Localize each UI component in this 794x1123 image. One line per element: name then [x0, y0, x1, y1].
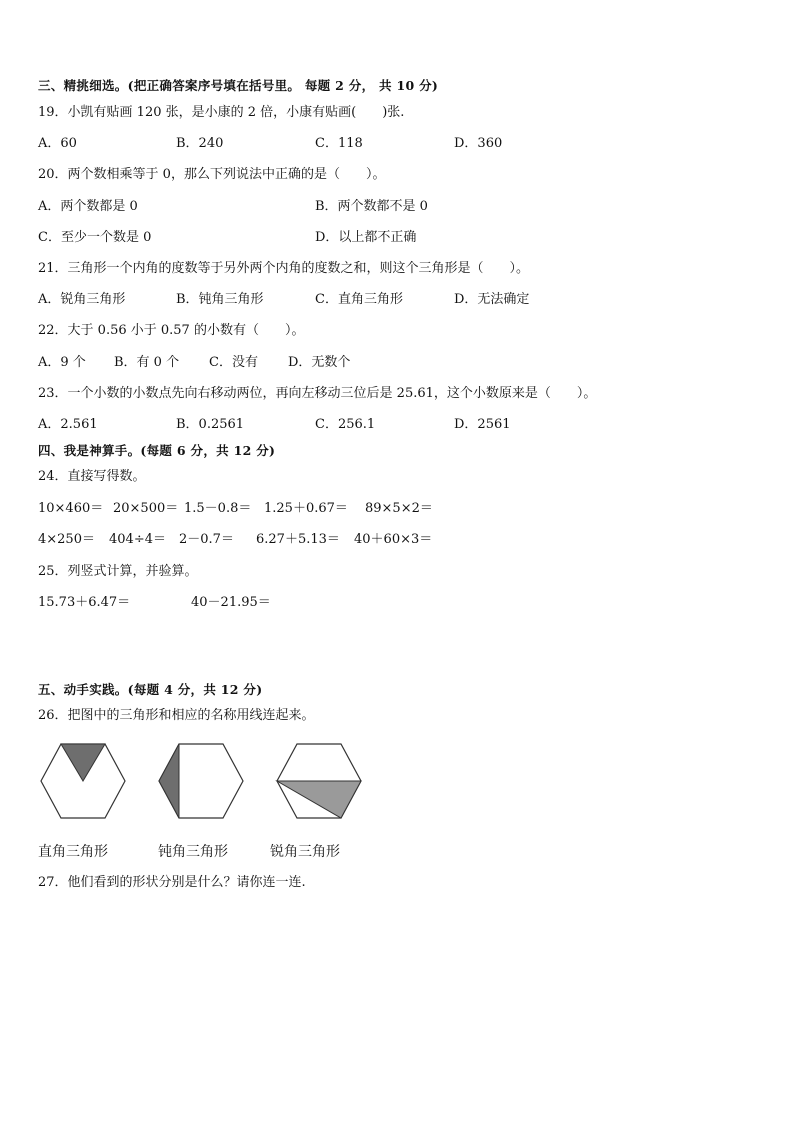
q24-item: 4×250＝: [38, 532, 95, 547]
q22-option-b[interactable]: B．有 0 个: [114, 355, 180, 370]
hexagon-figure-1: [39, 742, 129, 822]
q20-option-d[interactable]: D．以上都不正确: [315, 230, 417, 245]
q21-option-d[interactable]: D．无法确定: [454, 292, 530, 307]
section5-heading: 五、动手实践。(每题 4 分，共 12 分): [38, 682, 263, 697]
section3-heading: 三、精挑细选。(把正确答案序号填在括号里。 每题 2 分， 共 10 分): [38, 78, 439, 93]
q23-option-c[interactable]: C．256.1: [315, 417, 376, 432]
q24-item: 2－0.7＝: [179, 532, 234, 547]
q19-option-d[interactable]: D．360: [454, 136, 503, 151]
q19-option-c[interactable]: C．118: [315, 136, 363, 151]
q23-option-a[interactable]: A．2.561: [38, 417, 98, 432]
q21-option-a[interactable]: A．锐角三角形: [38, 292, 126, 307]
q19-option-a[interactable]: A．60: [38, 136, 77, 151]
label-obtuse-triangle[interactable]: 钝角三角形: [158, 844, 228, 860]
q24-item: 1.5－0.8＝: [184, 501, 252, 516]
q19-option-b[interactable]: B．240: [176, 136, 224, 151]
q24-item: 1.25＋0.67＝: [264, 501, 348, 516]
q23-option-b[interactable]: B．0.2561: [176, 417, 245, 432]
q24-item: 404÷4＝: [109, 532, 166, 547]
q25-item: 15.73＋6.47＝: [38, 595, 131, 610]
q20-option-b[interactable]: B．两个数都不是 0: [315, 199, 428, 214]
hexagon-figure-2: [157, 742, 247, 822]
q23-stem: 23．一个小数的小数点先向右移动两位，再向左移动三位后是 25.61，这个小数原来是（ ）。: [38, 386, 597, 401]
q22-option-c[interactable]: C．没有: [209, 355, 258, 370]
q24-item: 6.27＋5.13＝: [256, 532, 340, 547]
q20-option-c[interactable]: C．至少一个数是 0: [38, 230, 152, 245]
q24-stem: 24．直接写得数。: [38, 469, 146, 484]
q24-item: 20×500＝: [113, 501, 179, 516]
q19-stem: 19．小凯有贴画 120 张，是小康的 2 倍，小康有贴画( )张.: [38, 105, 405, 120]
q24-item: 10×460＝: [38, 501, 104, 516]
label-acute-triangle[interactable]: 锐角三角形: [270, 844, 340, 860]
q22-option-a[interactable]: A．9 个: [38, 355, 86, 370]
q23-option-d[interactable]: D．2561: [454, 417, 511, 432]
q22-stem: 22．大于 0.56 小于 0.57 的小数有（ ）。: [38, 323, 305, 338]
q22-option-d[interactable]: D．无数个: [288, 355, 351, 370]
q20-option-a[interactable]: A．两个数都是 0: [38, 199, 138, 214]
q21-stem: 21．三角形一个内角的度数等于另外两个内角的度数之和，则这个三角形是（ ）。: [38, 261, 530, 276]
q24-item: 40＋60×3＝: [354, 532, 433, 547]
q24-item: 89×5×2＝: [365, 501, 433, 516]
q20-stem: 20．两个数相乘等于 0，那么下列说法中正确的是（ ）。: [38, 167, 386, 182]
shaded-triangle: [159, 744, 179, 818]
hexagon-figure-3: [275, 742, 365, 822]
label-right-triangle[interactable]: 直角三角形: [38, 844, 108, 860]
q26-stem: 26．把图中的三角形和相应的名称用线连起来。: [38, 708, 315, 723]
q27-stem: 27．他们看到的形状分别是什么？请你连一连.: [38, 875, 306, 890]
q21-option-c[interactable]: C．直角三角形: [315, 292, 403, 307]
q25-item: 40－21.95＝: [191, 595, 271, 610]
q21-option-b[interactable]: B．钝角三角形: [176, 292, 264, 307]
section4-heading: 四、我是神算手。(每题 6 分，共 12 分): [38, 443, 276, 458]
q25-stem: 25．列竖式计算，并验算。: [38, 564, 198, 579]
